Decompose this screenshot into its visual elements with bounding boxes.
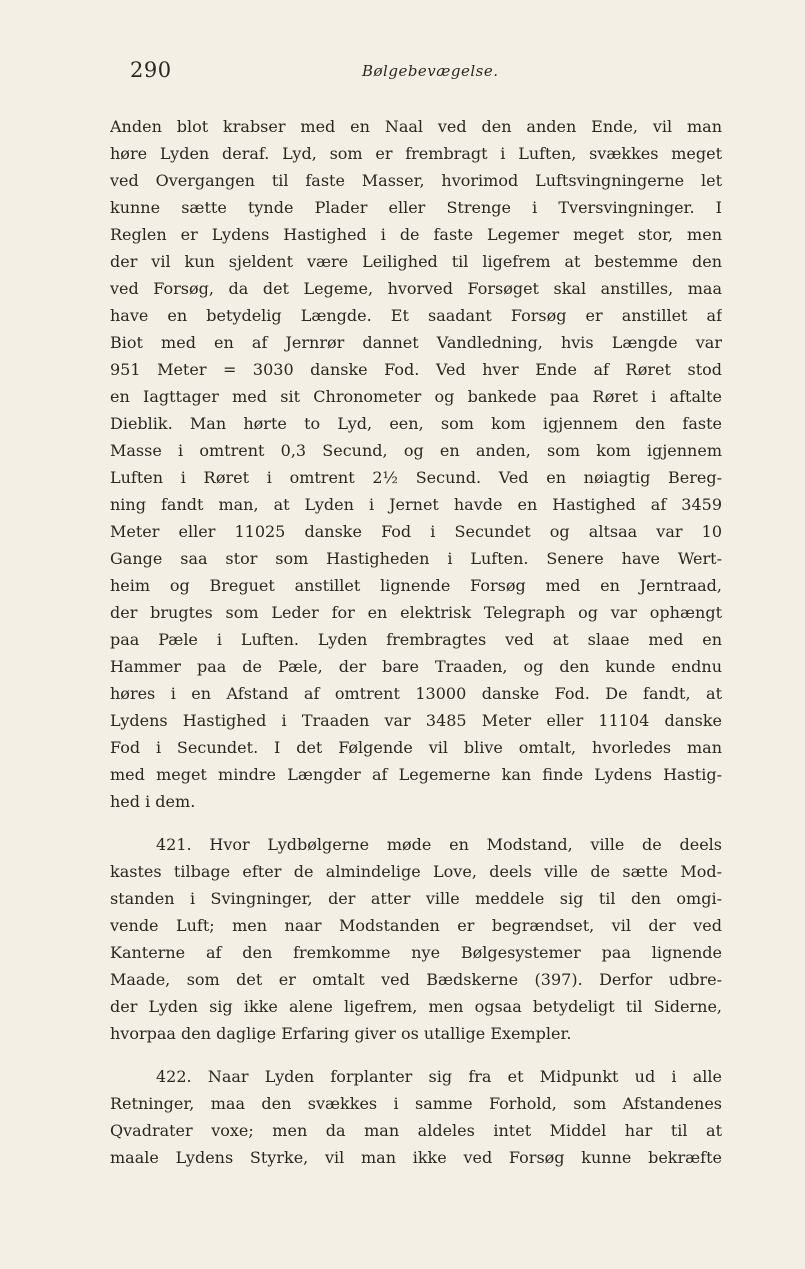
text-line: Qvadrater voxe; men da man aldeles intet Middel har til at bbox=[110, 1121, 722, 1140]
text-line: ved Overgangen til faste Masser, hvorimod Luftsvingningerne let bbox=[110, 171, 722, 190]
text-line: kunne sætte tynde Plader eller Strenge i Tversvingninger. I bbox=[110, 198, 722, 217]
text-line: 951 Meter = 3030 danske Fod. Ved hver Ende af Røret stod bbox=[110, 360, 722, 379]
text-line: en Iagttager med sit Chronometer og bankede paa Røret i aftalte bbox=[110, 387, 722, 406]
text-line: Reglen er Lydens Hastighed i de faste Legemer meget stor, men bbox=[110, 225, 722, 244]
text-line: Luften i Røret i omtrent 2½ Secund. Ved en nøiagtig Bereg- bbox=[110, 468, 722, 487]
text-line: Fod i Secundet. I det Følgende vil blive omtalt, hvorledes man bbox=[110, 738, 722, 757]
text-line: Masse i omtrent 0,3 Secund, og en anden, som kom igjennem bbox=[110, 441, 722, 460]
text-line: 421. Hvor Lydbølgerne møde en Modstand, ville de deels bbox=[156, 835, 722, 854]
running-head: Bølgebevægelse. bbox=[362, 62, 499, 80]
text-line: Meter eller 11025 danske Fod i Secundet og altsaa var 10 bbox=[110, 522, 722, 541]
text-line: høre Lyden deraf. Lyd, som er frembragt i Luften, svækkes meget bbox=[110, 144, 722, 163]
page-number: 290 bbox=[130, 58, 172, 82]
text-line: maale Lydens Styrke, vil man ikke ved Forsøg kunne bekræfte bbox=[110, 1148, 722, 1167]
text-line: Biot med en af Jernrør dannet Vandledning, hvis Længde var bbox=[110, 333, 722, 352]
text-line: kastes tilbage efter de almindelige Love, deels ville de sætte Mod- bbox=[110, 862, 722, 881]
text-line: heim og Breguet anstillet lignende Forsøg med en Jerntraad, bbox=[110, 576, 722, 595]
text-line: hed i dem. bbox=[110, 792, 196, 811]
text-line: Hammer paa de Pæle, der bare Traaden, og den kunde endnu bbox=[110, 657, 722, 676]
text-line: høres i en Afstand af omtrent 13000 danske Fod. De fandt, at bbox=[110, 684, 722, 703]
text-line: Lydens Hastighed i Traaden var 3485 Meter eller 11104 danske bbox=[110, 711, 722, 730]
text-line: hvorpaa den daglige Erfaring giver os utallige Exempler. bbox=[110, 1024, 572, 1043]
page-header bbox=[130, 58, 725, 88]
text-line: vende Luft; men naar Modstanden er begrændset, vil der ved bbox=[110, 916, 722, 935]
text-line: Kanterne af den fremkomme nye Bølgesystemer paa lignende bbox=[110, 943, 722, 962]
text-line: standen i Svingninger, der atter ville meddele sig til den omgi- bbox=[110, 889, 722, 908]
paragraph-spacer bbox=[110, 815, 722, 831]
text-line: ning fandt man, at Lyden i Jernet havde en Hastighed af 3459 bbox=[110, 495, 722, 514]
paragraph-421 bbox=[110, 831, 722, 1047]
text-line: Gange saa stor som Hastigheden i Luften. Senere have Wert- bbox=[110, 549, 722, 568]
text-line: der vil kun sjeldent være Leilighed til ligefrem at bestemme den bbox=[110, 252, 722, 271]
text-line: Anden blot krabser med en Naal ved den anden Ende, vil man bbox=[110, 117, 722, 136]
text-line: paa Pæle i Luften. Lyden frembragtes ved at slaae med en bbox=[110, 630, 722, 649]
paragraph-1 bbox=[110, 113, 722, 815]
text-line: der Lyden sig ikke alene ligefrem, men ogsaa betydeligt til Siderne, bbox=[110, 997, 722, 1016]
body-text bbox=[110, 113, 722, 1171]
text-line: Dieblik. Man hørte to Lyd, een, som kom igjennem den faste bbox=[110, 414, 722, 433]
text-line: der brugtes som Leder for en elektrisk Telegraph og var ophængt bbox=[110, 603, 722, 622]
paragraph-spacer bbox=[110, 1047, 722, 1063]
text-line: 422. Naar Lyden forplanter sig fra et Midpunkt ud i alle bbox=[156, 1067, 722, 1086]
text-line: Retninger, maa den svækkes i samme Forhold, som Afstandenes bbox=[110, 1094, 722, 1113]
text-line: med meget mindre Længder af Legemerne kan finde Lydens Hastig- bbox=[110, 765, 722, 784]
text-line: ved Forsøg, da det Legeme, hvorved Forsøget skal anstilles, maa bbox=[110, 279, 722, 298]
paragraph-422 bbox=[110, 1063, 722, 1171]
text-line: Maade, som det er omtalt ved Bædskerne (397). Derfor udbre- bbox=[110, 970, 722, 989]
text-line: have en betydelig Længde. Et saadant Forsøg er anstillet af bbox=[110, 306, 722, 325]
